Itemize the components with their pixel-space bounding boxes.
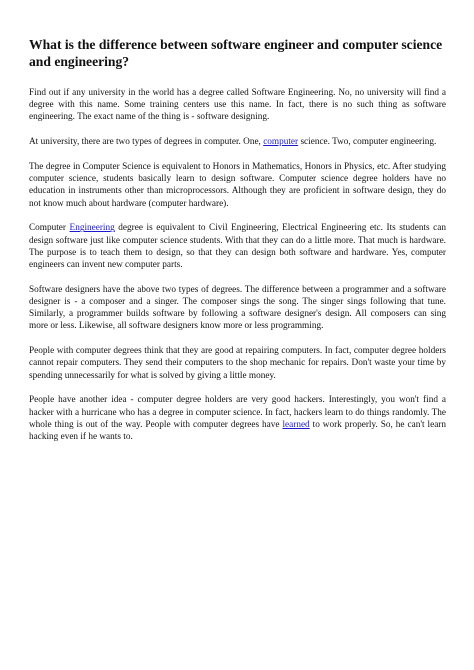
paragraph-text: degree is equivalent to Civil Engineering, Electrical Engineering etc. Its students can design software just like computer science students. With that they can do a little more. That much is hardware. The purpose is to teach them to design, so that they can design both software and hardware. Yes, computer engineers can invent new computer parts. [29,223,447,271]
paragraph-text: science. Two, computer engineering. [298,137,437,148]
paragraph-computer-engineering [29,222,446,271]
paragraph-software-designers: Software designers have the above two types of degrees. The difference between a programmer and a software designer is - a composer and a singer. The composer sings the song. The singer sings following that tune. Similarly, a programmer builds software by following a software designer's design. All composers can sing more or less. Likewise, all software designers know more or less programming. [29,284,446,332]
paragraph-intro: Find out if any university in the world has a degree called Software Engineering. No, no university will find a degree with this name. Some training centers use this name. In fact, there is no such thing as software engineering. The exact name of the thing is - software designing. [29,88,446,123]
paragraph-text: People have another idea - computer degree holders are very good hackers. Interestingly, you won't find a hacker with a hurricane who has a degree in computer science. In fact, hackers learn to do things randomly. The whole thing is out of the way. People with computer degrees have [29,395,446,430]
link-computer[interactable]: computer [263,137,299,148]
paragraph-computer-science: The degree in Computer Science is equivalent to Honors in Mathematics, Honors in Physics, etc. After studying computer science, students basically learn to design software. Computer science degree holders have no education in instruments other than microprocessors. Although they are proficient in software design, they do not know much about hardware (computer hardware). [29,162,446,209]
paragraph-text: Computer [29,223,70,234]
paragraph-degree-types [29,136,446,148]
paragraph-hackers [29,394,446,443]
link-engineering[interactable]: Engineering [69,223,115,234]
article-body [29,36,446,456]
paragraph-text: to work properly. So, he can't learn hacking even if he wants to. [29,419,447,443]
paragraph-text: At university, there are two types of degrees in computer. One, [29,137,264,148]
paragraph-repairing: People with computer degrees think that they are good at repairing computers. In fact, computer degree holders cannot repair computers. They send their computers to the shop mechanic for repairs. Don't waste your time by spending unnecessarily for what is solved by giving a little money. [29,346,446,381]
page-title: What is the difference between software engineer and computer science and engineering? [29,37,443,69]
link-learned[interactable]: learned [282,419,310,430]
